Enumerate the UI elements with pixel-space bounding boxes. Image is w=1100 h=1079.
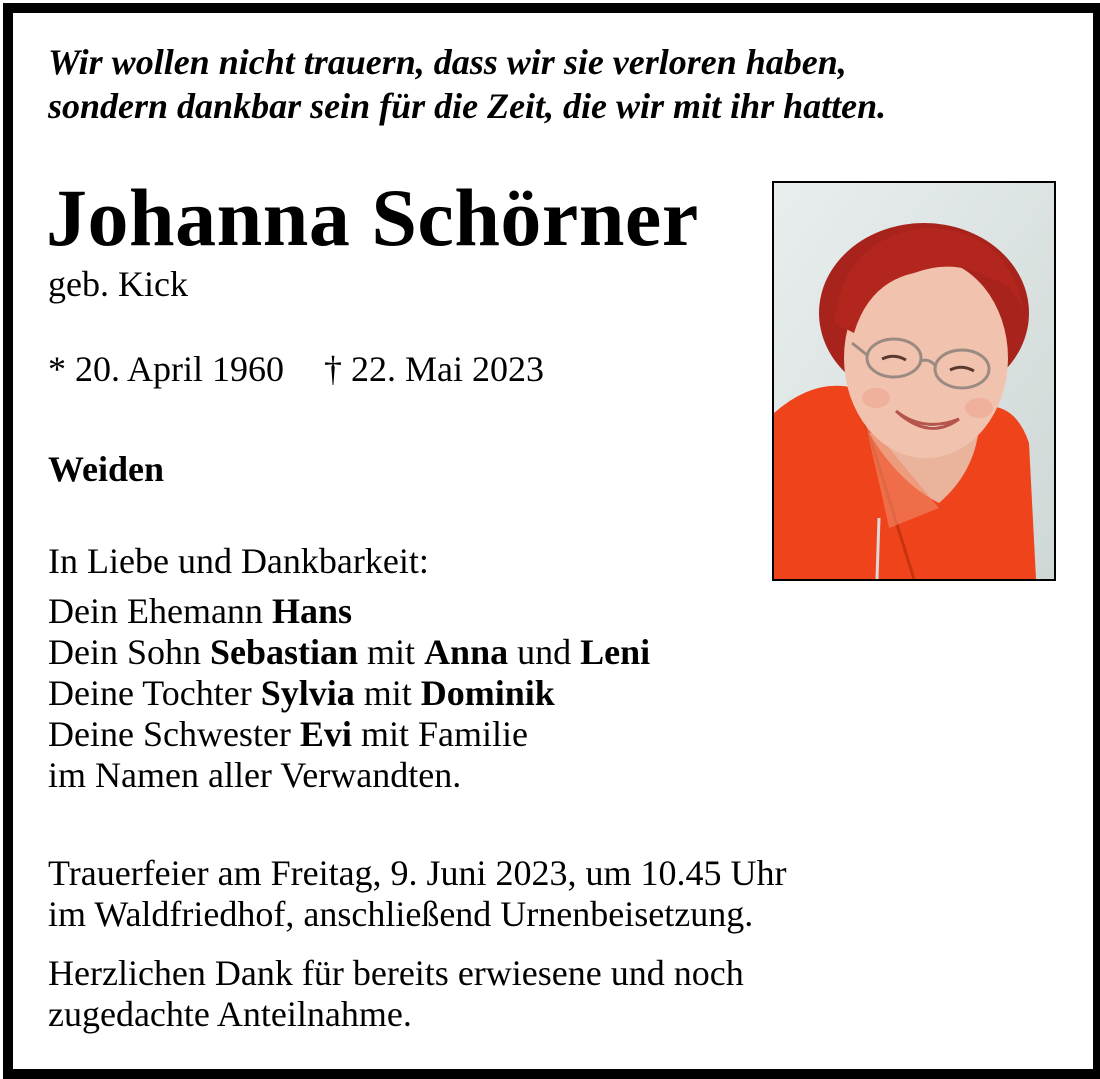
life-dates (48, 348, 544, 390)
mourner-name: Hans (271, 591, 352, 631)
mourner-relation: Deine Tochter (48, 673, 261, 713)
mourner-connector: mit (354, 673, 421, 713)
mourner-line-sister (48, 714, 650, 755)
cheek-right (965, 398, 993, 418)
service-line-1: Trauerfeier am Freitag, 9. Juni 2023, um 10.45 Uhr (48, 853, 787, 893)
motto-line-2: sondern dankbar sein für die Zeit, die wir mit ihr hatten. (48, 86, 887, 126)
death-date: † 22. Mai 2023 (324, 349, 545, 389)
thanks-line-1: Herzlichen Dank für bereits erwiesene und noch (48, 953, 744, 993)
mourner-name: Anna (424, 632, 509, 672)
deceased-name: Johanna Schörner (46, 172, 699, 263)
service-line-2: im Waldfriedhof, anschließend Urnenbeisetzung. (48, 894, 754, 934)
mourner-name: Leni (580, 632, 651, 672)
mourner-line-son (48, 632, 650, 673)
mourner-relation: Dein Sohn (48, 632, 210, 672)
mourners-closing: im Namen aller Verwandten. (48, 755, 462, 795)
cheek-left (862, 388, 890, 408)
motto-line-1: Wir wollen nicht trauern, dass wir sie verloren haben, (48, 42, 847, 82)
mourner-name: Evi (299, 714, 352, 754)
portrait-photo (772, 181, 1056, 581)
portrait-illustration (774, 183, 1054, 579)
mourner-relation: Deine Schwester (48, 714, 300, 754)
mourner-name: Sebastian (210, 632, 359, 672)
zipper-line (877, 518, 879, 579)
mourners-list (48, 541, 650, 796)
mourner-relation: Dein Ehemann (48, 591, 272, 631)
mourner-connector: und (508, 632, 581, 672)
hometown: Weiden (48, 449, 165, 489)
mourners-intro: In Liebe und Dankbarkeit: (48, 541, 429, 581)
motto-quote (48, 40, 1048, 128)
mourner-suffix: mit Familie (351, 714, 528, 754)
mourner-line-husband (48, 591, 650, 632)
mourner-name: Sylvia (260, 673, 355, 713)
thanks-note (48, 953, 744, 1035)
funeral-service-info (48, 853, 787, 935)
thanks-line-2: zugedachte Anteilnahme. (48, 994, 412, 1034)
mourner-connector: mit (358, 632, 425, 672)
mourner-name: Dominik (420, 673, 555, 713)
birth-name: geb. Kick (48, 264, 188, 304)
birth-date: * 20. April 1960 (48, 349, 285, 389)
mourner-line-daughter (48, 673, 650, 714)
